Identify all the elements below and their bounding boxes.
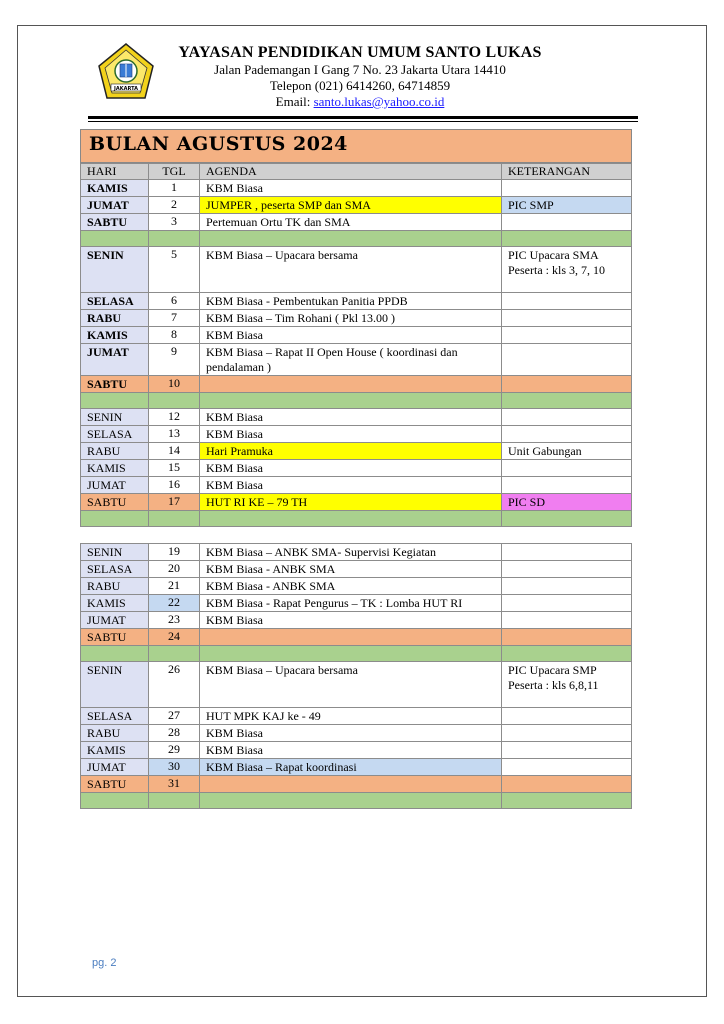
cell-keterangan-text: Unit Gabungan [508,444,582,458]
cell-keterangan [502,595,632,612]
cell-agenda [200,561,502,578]
cell-hari-text: SABTU [87,377,128,391]
cell-keterangan [502,561,632,578]
cell-tgl [149,443,200,460]
table-row [81,646,632,662]
table-row [81,793,632,809]
cell-tgl-text: 23 [168,612,180,626]
cell-hari-text: KAMIS [87,181,128,195]
cell-hari [81,344,149,376]
cell-agenda-text: KBM Biasa [206,410,263,424]
table-row [81,214,632,231]
org-title: YAYASAN PENDIDIKAN UMUM SANTO LUKAS [178,44,542,61]
cell-hari-text: RABU [87,579,121,593]
cell-keterangan [502,708,632,725]
cell-keterangan-text: PIC SD [508,495,546,509]
cell-agenda-text: HUT MPK KAJ ke - 49 [206,709,321,723]
cell-hari-text: JUMAT [87,345,129,359]
cell-agenda-text: KBM Biasa - Rapat Pengurus – TK : Lomba HUT RI [206,596,463,610]
cell-keterangan [502,214,632,231]
cell-keterangan [502,247,632,293]
table-row [81,511,632,527]
cell-tgl-text: 9 [171,344,177,358]
cell-tgl [149,742,200,759]
cell-keterangan [502,327,632,344]
cell-tgl-text: 15 [168,460,180,474]
cell-keterangan [502,310,632,327]
cell-hari [81,197,149,214]
cell-tgl-text: 30 [168,759,180,773]
cell-keterangan [502,646,632,662]
cell-agenda-text: KBM Biasa [206,478,263,492]
table-row [81,477,632,494]
cell-hari [81,327,149,344]
month-title: BULAN AGUSTUS 2024 [89,133,348,155]
cell-agenda [200,578,502,595]
cell-hari [81,511,149,527]
cell-agenda-text: KBM Biasa [206,726,263,740]
cell-agenda-text: KBM Biasa - ANBK SMA [206,579,336,593]
cell-hari-text: RABU [87,726,121,740]
cell-keterangan [502,662,632,708]
table-row [81,776,632,793]
cell-tgl [149,595,200,612]
cell-tgl-text: 20 [168,561,180,575]
cell-hari-text: KAMIS [87,743,126,757]
cell-hari-text: SABTU [87,777,127,791]
cell-tgl-text: 22 [168,595,180,609]
cell-hari [81,494,149,511]
table-row [81,443,632,460]
table-row [81,742,632,759]
cell-tgl-text: 5 [171,247,177,261]
cell-hari [81,409,149,426]
cell-keterangan [502,443,632,460]
cell-agenda-text: KBM Biasa – Upacara bersama [206,248,358,262]
cell-agenda [200,662,502,708]
cell-keterangan [502,629,632,646]
cell-hari-text: SELASA [87,427,133,441]
cell-tgl-text: 28 [168,725,180,739]
header-rule-thick [88,116,638,119]
cell-hari-text: SABTU [87,630,127,644]
cell-keterangan [502,460,632,477]
cell-hari-text: RABU [87,311,122,325]
cell-hari-text: RABU [87,444,121,458]
cell-hari [81,247,149,293]
cell-keterangan-text-2: Peserta : kls 6,8,11 [508,678,599,692]
cell-agenda [200,376,502,393]
cell-tgl [149,646,200,662]
cell-tgl-text: 10 [168,376,180,390]
cell-agenda [200,776,502,793]
cell-agenda [200,231,502,247]
cell-agenda [200,327,502,344]
cell-keterangan [502,409,632,426]
cell-hari-text: SELASA [87,562,133,576]
cell-agenda [200,293,502,310]
cell-keterangan-text-2: Peserta : kls 3, 7, 10 [508,263,605,277]
cell-hari [81,595,149,612]
svg-text:JAKARTA: JAKARTA [114,86,138,92]
cell-tgl [149,612,200,629]
cell-agenda [200,409,502,426]
cell-hari-text: SENIN [87,248,124,262]
school-logo-icon [95,42,157,102]
cell-agenda-text: KBM Biasa – ANBK SMA- Supervisi Kegiatan [206,545,436,559]
cell-agenda [200,612,502,629]
cell-tgl-text: 24 [168,629,180,643]
cell-hari-text: JUMAT [87,613,126,627]
cell-hari [81,708,149,725]
cell-tgl-text: 6 [171,293,177,307]
org-email-line [160,94,560,110]
header-keterangan: KETERANGAN [502,164,632,180]
cell-tgl-text: 17 [168,494,180,508]
cell-keterangan [502,231,632,247]
cell-hari [81,759,149,776]
cell-hari-text: SENIN [87,663,123,677]
table-row [81,460,632,477]
cell-hari [81,376,149,393]
cell-tgl-text: 14 [168,443,180,457]
table-row [81,344,632,376]
cell-tgl-text: 31 [168,776,180,790]
month-banner [80,129,632,163]
cell-agenda-text: KBM Biasa [206,328,263,342]
header-rule-thin [88,121,638,122]
cell-hari [81,612,149,629]
cell-hari [81,180,149,197]
header-agenda: AGENDA [200,164,502,180]
cell-tgl [149,293,200,310]
cell-tgl [149,180,200,197]
cell-tgl-text: 13 [168,426,180,440]
table-row [81,231,632,247]
cell-keterangan [502,494,632,511]
cell-hari-text: SELASA [87,709,133,723]
cell-keterangan [502,376,632,393]
cell-hari-text: KAMIS [87,596,126,610]
page-number: pg. 2 [92,957,117,969]
cell-hari [81,629,149,646]
cell-tgl [149,310,200,327]
table-row [81,409,632,426]
cell-hari [81,544,149,561]
cell-tgl [149,247,200,293]
table-row [81,708,632,725]
cell-tgl-text: 26 [168,662,180,676]
cell-tgl [149,708,200,725]
table-row [81,393,632,409]
cell-hari-text: KAMIS [87,461,126,475]
cell-hari [81,477,149,494]
email-link[interactable]: santo.lukas@yahoo.co.id [313,94,445,109]
cell-tgl [149,662,200,708]
cell-tgl-text: 7 [171,310,177,324]
table-row [81,247,632,293]
header-hari: HARI [81,164,149,180]
cell-tgl-text: 2 [171,197,177,211]
cell-agenda-text: KBM Biasa [206,613,263,627]
cell-hari-text: SABTU [87,495,127,509]
cell-tgl [149,393,200,409]
table-row [81,561,632,578]
cell-keterangan-text: PIC SMP [508,198,554,212]
cell-keterangan [502,544,632,561]
cell-keterangan [502,511,632,527]
cell-hari [81,725,149,742]
cell-agenda-text: Hari Pramuka [206,444,273,458]
cell-keterangan-text: PIC Upacara SMP [508,663,597,677]
table-row [81,662,632,708]
cell-keterangan [502,612,632,629]
cell-hari-text: JUMAT [87,478,126,492]
table-row [81,759,632,776]
table-row [81,578,632,595]
cell-keterangan [502,344,632,376]
cell-tgl [149,776,200,793]
cell-hari [81,393,149,409]
cell-hari [81,426,149,443]
cell-hari [81,662,149,708]
cell-keterangan [502,393,632,409]
cell-agenda-text: KBM Biasa [206,461,263,475]
cell-hari [81,646,149,662]
cell-tgl-text: 27 [168,708,180,722]
cell-hari-text: SABTU [87,215,128,229]
cell-tgl [149,460,200,477]
cell-tgl-text: 8 [171,327,177,341]
cell-tgl [149,231,200,247]
cell-agenda-text: KBM Biasa – Tim Rohani ( Pkl 13.00 ) [206,311,396,325]
cell-agenda-text: KBM Biasa [206,427,263,441]
cell-tgl [149,511,200,527]
cell-tgl [149,561,200,578]
cell-agenda-text: KBM Biasa [206,743,263,757]
cell-agenda [200,247,502,293]
cell-keterangan [502,477,632,494]
cell-agenda-text: KBM Biasa - ANBK SMA [206,562,336,576]
cell-tgl [149,376,200,393]
cell-agenda [200,494,502,511]
cell-agenda [200,310,502,327]
cell-agenda [200,214,502,231]
table-row [81,725,632,742]
cell-agenda [200,180,502,197]
cell-agenda [200,646,502,662]
cell-tgl [149,494,200,511]
table-row [81,310,632,327]
cell-agenda [200,393,502,409]
cell-tgl [149,344,200,376]
cell-agenda [200,460,502,477]
cell-keterangan [502,793,632,809]
cell-hari [81,776,149,793]
cell-tgl-text: 29 [168,742,180,756]
table-row [81,544,632,561]
cell-keterangan [502,293,632,310]
cell-hari [81,578,149,595]
cell-agenda [200,708,502,725]
cell-keterangan [502,776,632,793]
table-row [81,629,632,646]
cell-hari-text: SENIN [87,410,123,424]
cell-tgl [149,426,200,443]
cell-tgl [149,793,200,809]
cell-tgl [149,409,200,426]
table-row [81,595,632,612]
cell-agenda-text: HUT RI KE – 79 TH [206,495,308,509]
cell-agenda-text: JUMPER , peserta SMP dan SMA [206,198,371,212]
cell-hari-text: KAMIS [87,328,128,342]
cell-keterangan-text: PIC Upacara SMA [508,248,599,262]
cell-agenda-text: KBM Biasa – Rapat II Open House ( koordinasi dan pendalaman ) [206,345,458,374]
cell-hari-text: SENIN [87,545,123,559]
cell-tgl-text: 12 [168,409,180,423]
table-row [81,197,632,214]
cell-agenda [200,511,502,527]
cell-keterangan [502,725,632,742]
cell-agenda [200,426,502,443]
cell-agenda [200,197,502,214]
cell-agenda [200,725,502,742]
cell-hari [81,231,149,247]
cell-agenda-text: KBM Biasa – Rapat koordinasi [206,760,357,774]
cell-tgl-text: 1 [171,180,177,194]
table-header-row [81,164,632,180]
cell-tgl [149,629,200,646]
cell-agenda-text: Pertemuan Ortu TK dan SMA [206,215,351,229]
cell-hari [81,214,149,231]
cell-tgl-text: 3 [171,214,177,228]
cell-tgl [149,759,200,776]
cell-agenda [200,759,502,776]
cell-tgl-text: 16 [168,477,180,491]
cell-agenda [200,595,502,612]
cell-agenda [200,629,502,646]
cell-tgl [149,578,200,595]
table-row [81,494,632,511]
cell-hari [81,443,149,460]
table-row [81,612,632,629]
cell-agenda [200,742,502,759]
cell-keterangan [502,742,632,759]
cell-agenda [200,793,502,809]
cell-tgl [149,544,200,561]
cell-agenda-text: KBM Biasa - Pembentukan Panitia PPDB [206,294,408,308]
cell-hari-text: JUMAT [87,760,126,774]
cell-hari [81,561,149,578]
table-row [81,180,632,197]
header-tgl: TGL [149,164,200,180]
cell-keterangan [502,197,632,214]
cell-hari-text: SELASA [87,294,134,308]
cell-tgl [149,725,200,742]
cell-tgl-text: 19 [168,544,180,558]
cell-hari [81,310,149,327]
cell-hari [81,742,149,759]
cell-keterangan [502,426,632,443]
cell-hari [81,793,149,809]
cell-hari [81,460,149,477]
schedule-table-1 [80,163,632,527]
cell-agenda-text: KBM Biasa – Upacara bersama [206,663,358,677]
org-phone: Telepon (021) 6414260, 64714859 [269,78,451,93]
table-row [81,327,632,344]
email-label: Email: [275,94,314,109]
cell-agenda-text: KBM Biasa [206,181,263,195]
letterhead [160,44,560,110]
table-row [81,426,632,443]
cell-agenda [200,477,502,494]
table-row [81,376,632,393]
cell-tgl [149,197,200,214]
cell-keterangan [502,759,632,776]
cell-agenda [200,344,502,376]
cell-agenda [200,443,502,460]
cell-keterangan [502,180,632,197]
cell-tgl [149,214,200,231]
cell-agenda [200,544,502,561]
cell-tgl [149,327,200,344]
cell-tgl-text: 21 [168,578,180,592]
org-address: Jalan Pademangan I Gang 7 No. 23 Jakarta Utara 14410 [214,62,506,77]
cell-hari-text: JUMAT [87,198,129,212]
cell-tgl [149,477,200,494]
schedule-table-2 [80,543,632,809]
cell-keterangan [502,578,632,595]
cell-hari [81,293,149,310]
table-row [81,293,632,310]
